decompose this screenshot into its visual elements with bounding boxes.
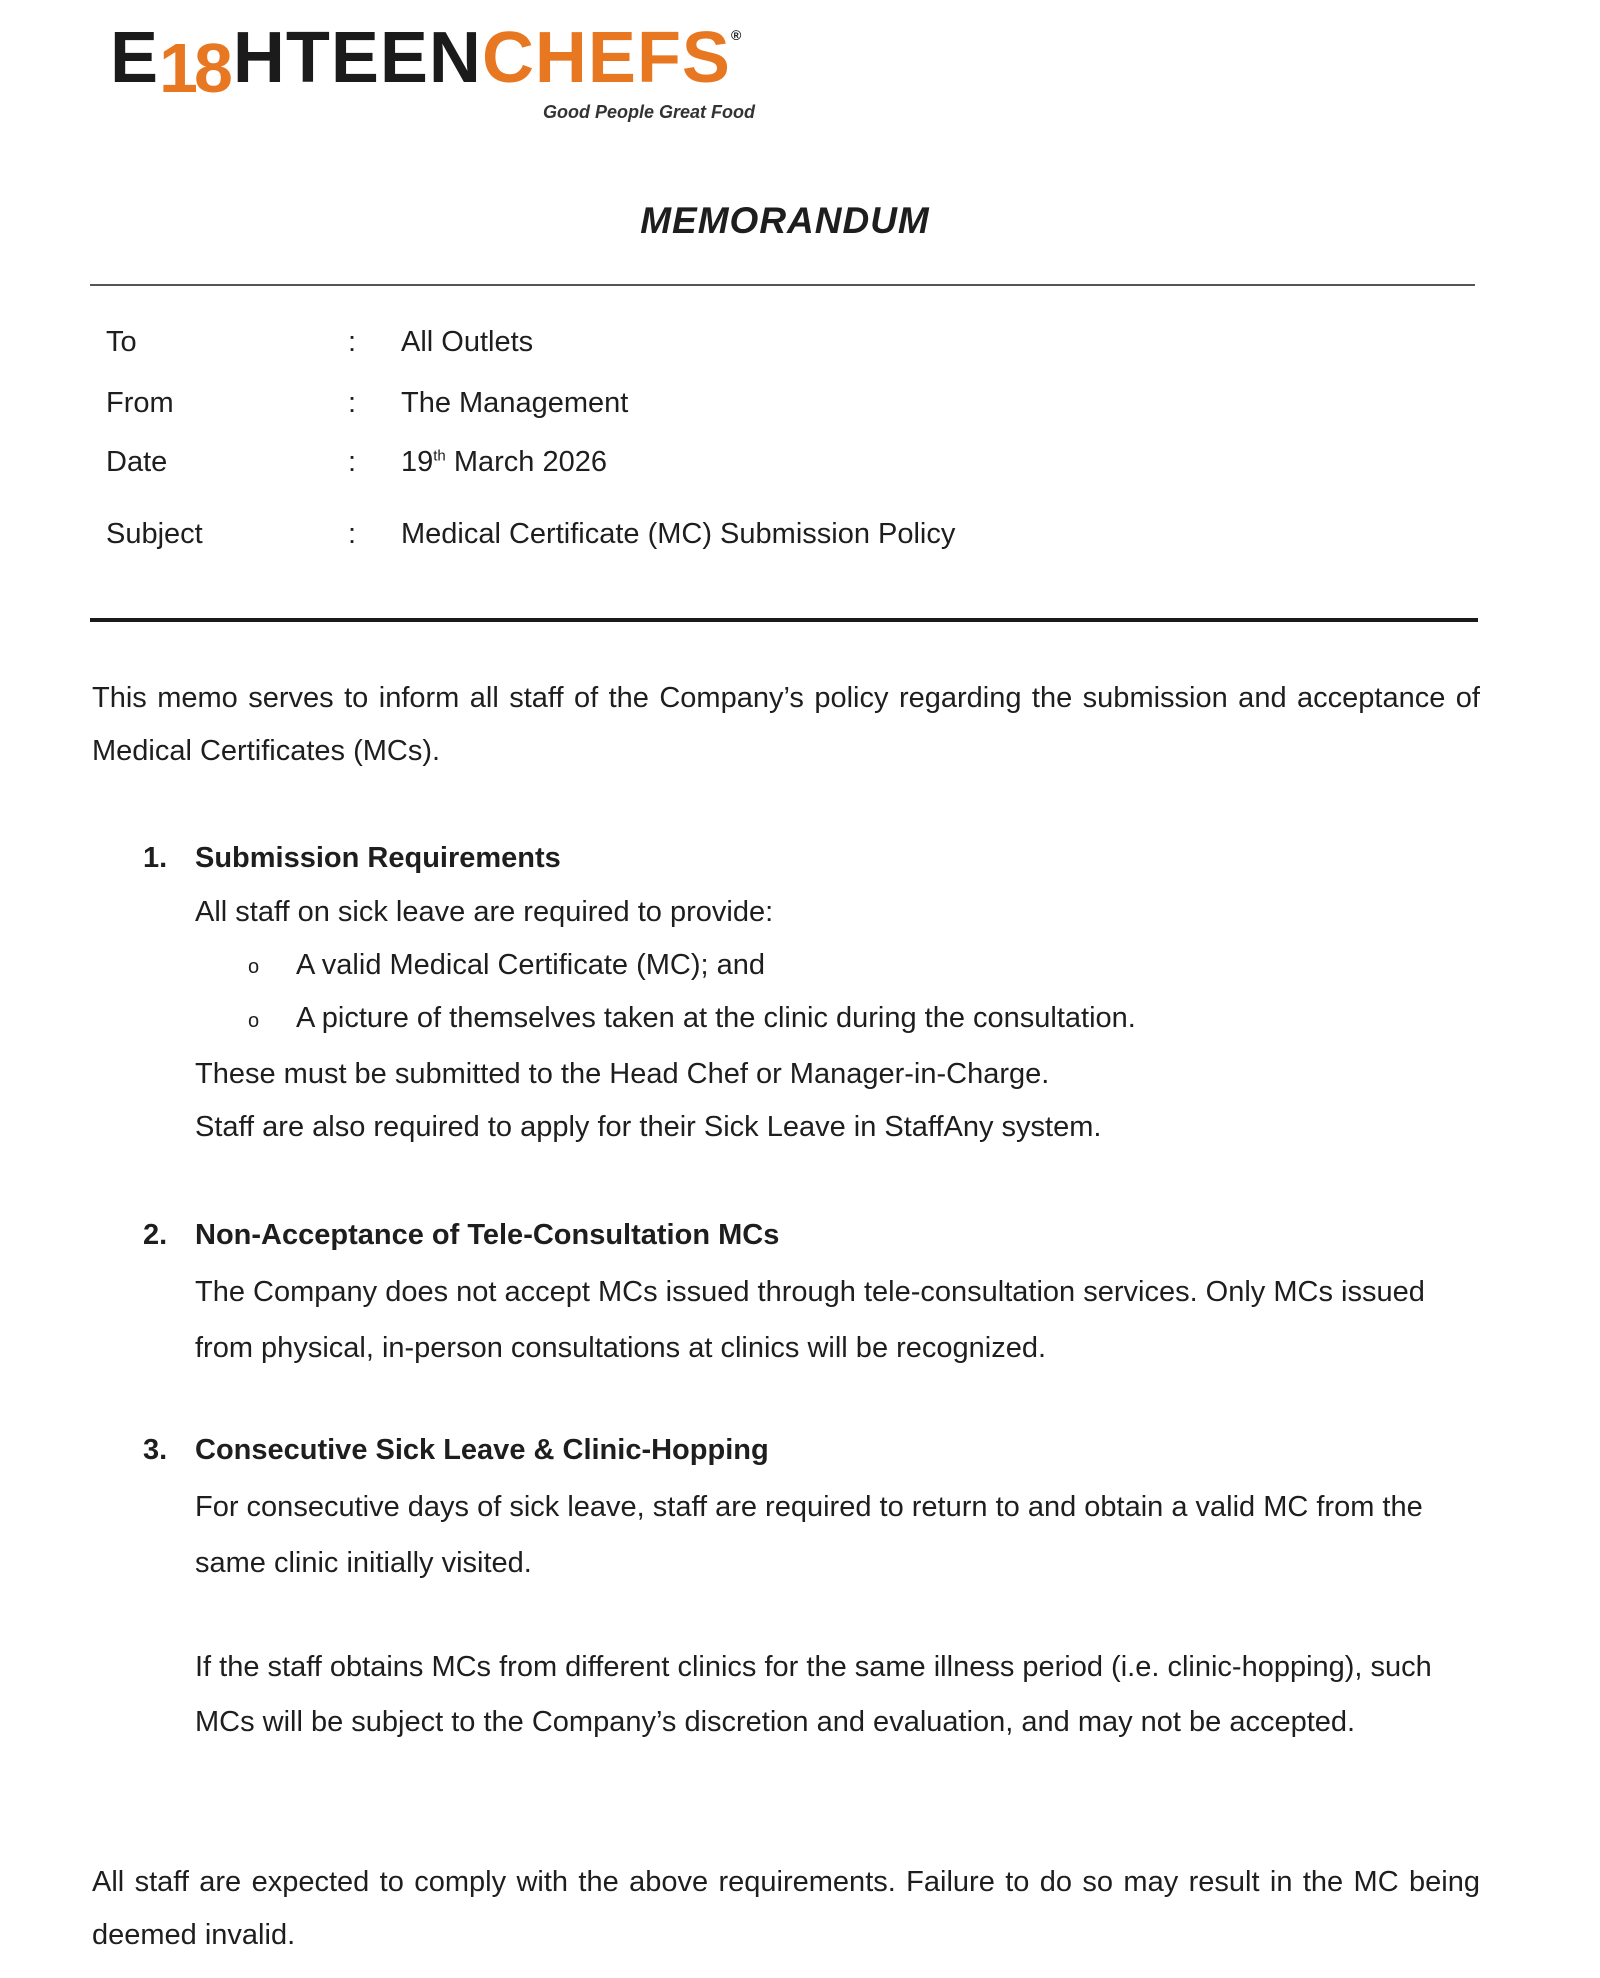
registered-mark: ®	[730, 27, 743, 43]
logo-part-hteen: HTEEN	[232, 18, 482, 98]
subject-value: Medical Certificate (MC) Submission Policy	[401, 518, 956, 550]
logo-tagline: Good People Great Food	[542, 102, 755, 122]
section-1-after-1: These must be submitted to the Head Chef or Manager-in-Charge.	[195, 1058, 1050, 1090]
company-logo	[110, 18, 790, 132]
date-rest: March 2026	[445, 446, 607, 478]
from-label: From	[106, 387, 174, 419]
subject-colon: :	[348, 518, 357, 550]
section-1-bullet-2: A picture of themselves taken at the clinic during the consultation.	[296, 1002, 1136, 1034]
section-1-bullet-1: A valid Medical Certificate (MC); and	[296, 949, 765, 981]
logo-part-18: 18	[159, 29, 229, 107]
header-to-row	[106, 326, 1406, 366]
logo-part-chefs: CHEFS	[481, 18, 731, 98]
bottom-divider	[90, 618, 1478, 622]
top-divider	[90, 284, 1475, 286]
date-day: 19	[401, 446, 434, 478]
section-1-after-2: Staff are also required to apply for their Sick Leave in StaffAny system.	[195, 1111, 1102, 1143]
header-from-row	[106, 387, 1406, 427]
section-1-number: 1.	[143, 842, 168, 874]
section-2-title: Non-Acceptance of Tele-Consultation MCs	[195, 1219, 780, 1251]
date-suffix: th	[433, 447, 446, 465]
section-2-body: The Company does not accept MCs issued through tele-consultation services. Only MCs issued from physical, in-person consultations at clinics will be recognized.	[195, 1276, 1425, 1364]
from-colon: :	[348, 387, 357, 419]
to-label: To	[106, 326, 137, 358]
logo-part-e: E	[110, 18, 160, 98]
section-1-title: Submission Requirements	[195, 842, 561, 874]
date-label: Date	[106, 446, 168, 478]
to-value: All Outlets	[401, 326, 534, 358]
section-3-number: 3.	[143, 1434, 168, 1466]
from-value: The Management	[401, 387, 629, 419]
section-1-lead: All staff on sick leave are required to provide:	[195, 896, 774, 928]
memo-title: MEMORANDUM	[640, 200, 930, 241]
bullet-marker: o	[248, 1010, 260, 1032]
section-3-title: Consecutive Sick Leave & Clinic-Hopping	[195, 1434, 769, 1466]
subject-label: Subject	[106, 518, 203, 550]
logo-wordmark	[110, 18, 790, 107]
intro-paragraph: This memo serves to inform all staff of the Company’s policy regarding the submission and acceptance of Medical Certificates (MCs).	[92, 682, 1480, 767]
to-colon: :	[348, 326, 357, 358]
date-colon: :	[348, 446, 357, 478]
section-3-body-2: If the staff obtains MCs from different clinics for the same illness period (i.e. clinic-hopping), such MCs will be subject to the Company’s discretion and evaluation, and may not be accepted.	[195, 1651, 1432, 1738]
section-2-number: 2.	[143, 1219, 168, 1251]
bullet-marker: o	[248, 956, 260, 978]
date-value	[401, 446, 607, 479]
header-subject-row	[106, 518, 1406, 558]
closing-paragraph: All staff are expected to comply with the above requirements. Failure to do so may result in the MC being deemed invalid.	[92, 1866, 1480, 1951]
header-date-row	[106, 446, 1406, 486]
section-3-body: For consecutive days of sick leave, staff are required to return to and obtain a valid MC from the same clinic initially visited.	[195, 1491, 1423, 1579]
